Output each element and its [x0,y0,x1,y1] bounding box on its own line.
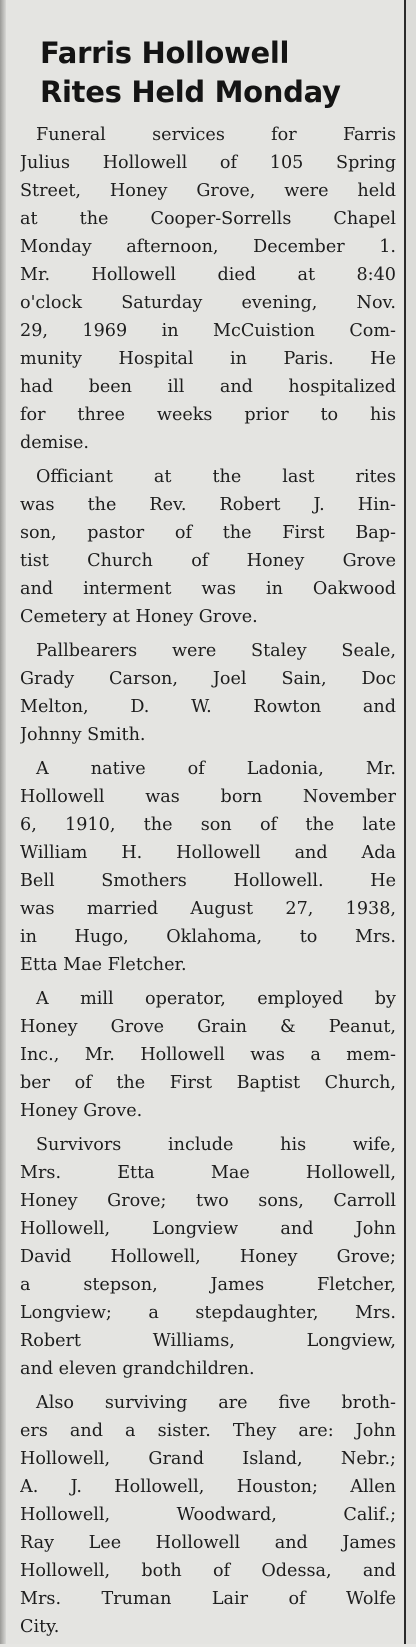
article-paragraph [20,985,396,1125]
article-line: Johnny Smith. [20,725,146,745]
article-line: Honey Grove; two sons, Carroll [20,1191,396,1211]
article-line: Julius Hollowell of 105 Spring [20,153,396,173]
article-line: A mill operator, employed by [36,989,396,1009]
article-line: Mrs. Etta Mae Hollowell, [20,1163,396,1183]
article-line: and interment was in Oakwood [20,579,396,599]
article-line: 6, 1910, the son of the late [20,815,396,835]
article-paragraph [20,463,396,631]
article-line: Melton, D. W. Rowton and [20,697,396,717]
article-line: A native of Ladonia, Mr. [36,759,396,779]
article-line: Pallbearers were Staley Seale, [36,641,396,661]
article-paragraph [20,1389,396,1641]
article-line: Cemetery at Honey Grove. [20,607,258,627]
article-line: was the Rev. Robert J. Hin- [20,495,396,515]
article-line: ers and a sister. They are: John [20,1421,396,1441]
headline-line: Rites Held Monday [40,75,341,109]
article-line: A. J. Hollowell, Houston; Allen [20,1477,396,1497]
article-line: son, pastor of the First Bap- [20,523,396,543]
article-line: Officiant at the last rites [36,467,396,487]
article-line: tist Church of Honey Grove [20,551,396,571]
article-headline [40,34,400,112]
article-line: Grady Carson, Joel Sain, Doc [20,669,396,689]
article-line: in Hugo, Oklahoma, to Mrs. [20,927,396,947]
headline-line: Farris Hollowell [40,36,290,70]
article-line: 29, 1969 in McCuistion Com- [20,321,396,341]
article-paragraph [20,755,396,979]
article-body [20,121,396,1647]
article-line: Hollowell was born November [20,787,396,807]
article-line: ber of the First Baptist Church, [20,1073,396,1093]
article-line: at the Cooper-Sorrells Chapel [20,209,396,229]
article-line: munity Hospital in Paris. He [20,349,396,369]
article-line: Ray Lee Hollowell and James [20,1533,396,1553]
article-line: David Hollowell, Honey Grove; [20,1247,396,1267]
article-line: Robert Williams, Longview, [20,1331,396,1351]
article-line: Also surviving are five broth- [36,1393,396,1413]
article-line: Hollowell, Grand Island, Nebr.; [20,1449,396,1469]
article-line: Hollowell, Longview and John [20,1219,396,1239]
clipping-right-margin [406,0,416,1644]
article-line: Street, Honey Grove, were held [20,181,396,201]
article-line: Hollowell, both of Odessa, and [20,1561,396,1581]
article-line: Etta Mae Fletcher. [20,955,187,975]
article-line: for three weeks prior to his [20,405,396,425]
article-line: Hollowell, Woodward, Calif.; [20,1505,396,1525]
article-line: Survivors include his wife, [36,1135,396,1155]
article-line: Inc., Mr. Hollowell was a mem- [20,1045,396,1065]
article-line: Honey Grove. [20,1101,143,1121]
article-line: had been ill and hospitalized [20,377,396,397]
article-paragraph [20,1131,396,1383]
article-paragraph [20,121,396,457]
article-line: William H. Hollowell and Ada [20,843,396,863]
article-line: Mr. Hollowell died at 8:40 [20,265,396,285]
article-line: Mrs. Truman Lair of Wolfe [20,1589,396,1609]
article-line: Honey Grove Grain & Peanut, [20,1017,396,1037]
article-paragraph [20,637,396,749]
article-line: Monday afternoon, December 1. [20,237,396,257]
article-line: Funeral services for Farris [36,125,396,145]
clipping-left-edge [0,0,6,1644]
article-line: o'clock Saturday evening, Nov. [20,293,396,313]
article-line: City. [20,1617,60,1637]
article-line: Bell Smothers Hollowell. He [20,871,396,891]
article-line: demise. [20,433,90,453]
article-line: was married August 27, 1938, [20,899,396,919]
article-line: and eleven grandchildren. [20,1359,255,1379]
article-line: a stepson, James Fletcher, [20,1275,396,1295]
article-line: Longview; a stepdaughter, Mrs. [20,1303,396,1323]
